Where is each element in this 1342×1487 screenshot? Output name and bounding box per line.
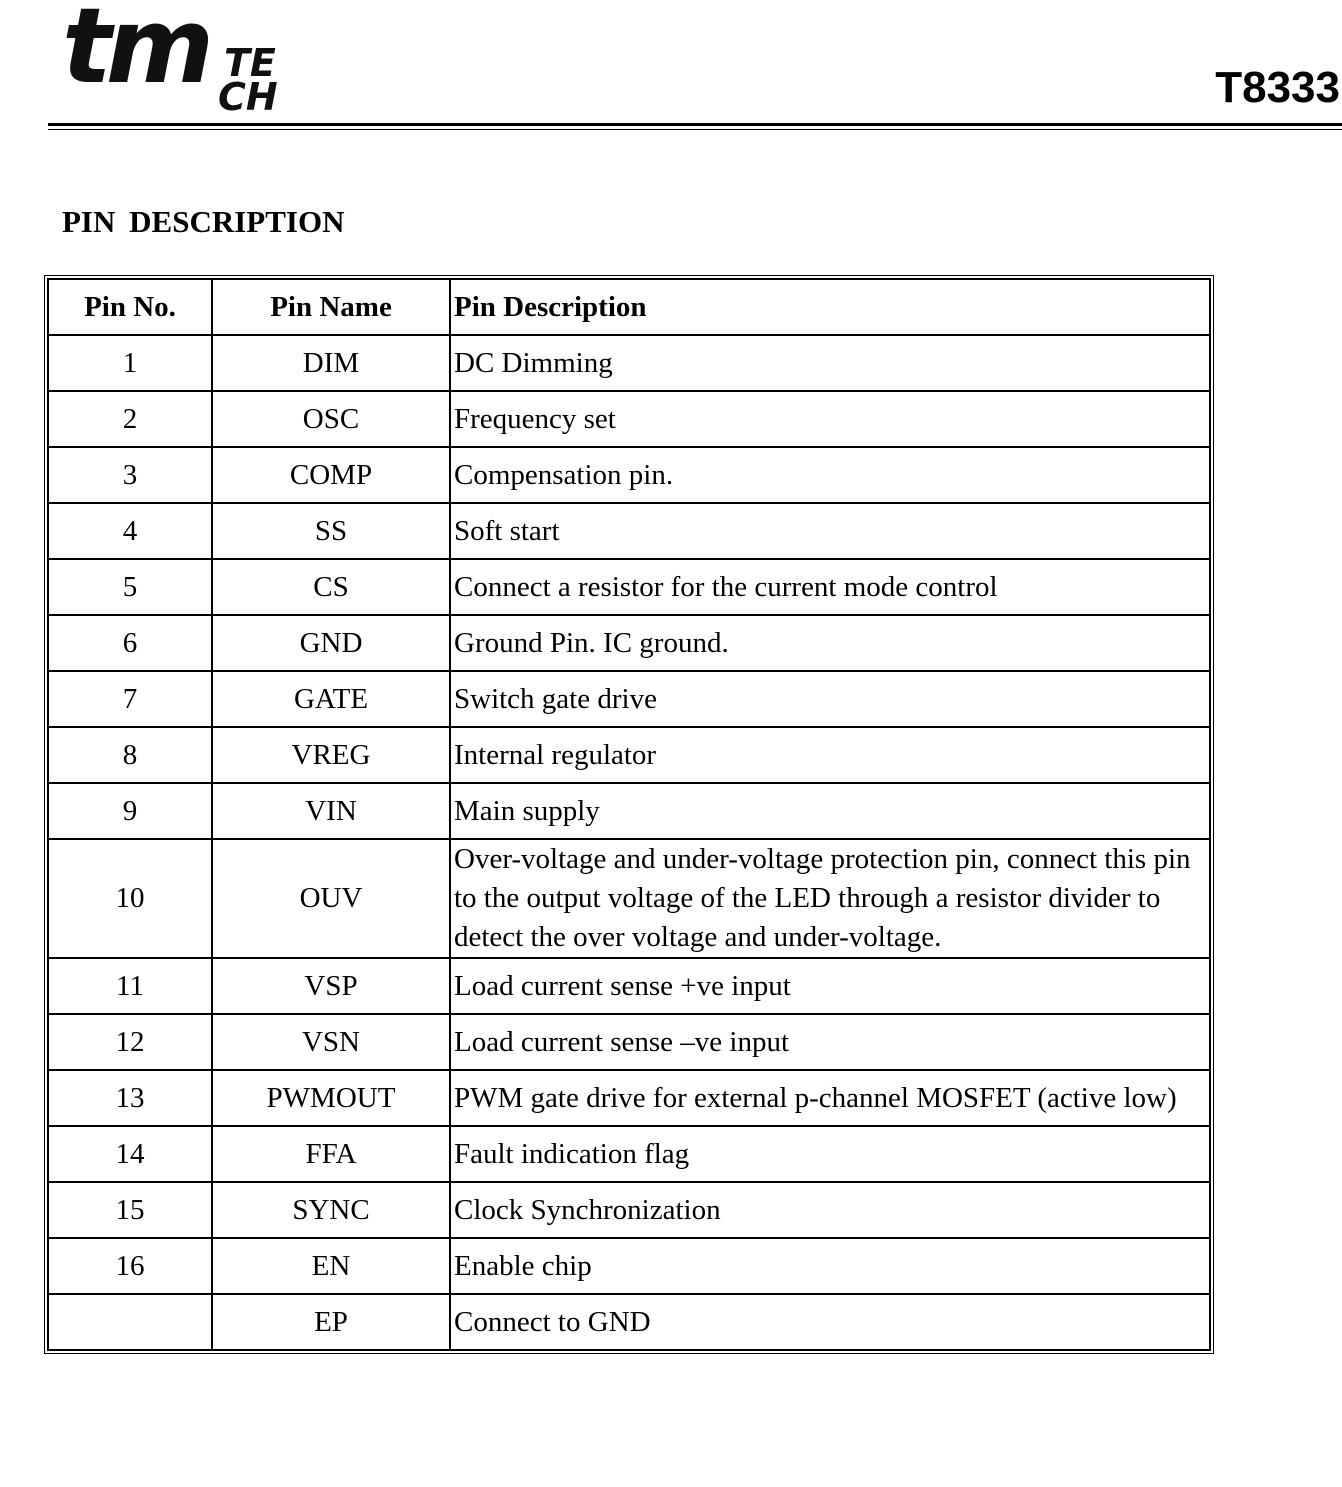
pin-name: EP bbox=[212, 1294, 450, 1350]
pin-name: FFA bbox=[212, 1126, 450, 1182]
logo-sub-top-text: TE bbox=[224, 41, 276, 85]
pin-number: 6 bbox=[48, 615, 212, 671]
table-row bbox=[48, 1014, 1210, 1070]
pin-number: 12 bbox=[48, 1014, 212, 1070]
table-row bbox=[48, 615, 1210, 671]
table-row bbox=[48, 783, 1210, 839]
table-row bbox=[48, 839, 1210, 958]
pin-number: 11 bbox=[48, 958, 212, 1014]
table-row bbox=[48, 559, 1210, 615]
pin-number: 5 bbox=[48, 559, 212, 615]
table-row bbox=[48, 1294, 1210, 1350]
pin-number: 14 bbox=[48, 1126, 212, 1182]
pin-number: 10 bbox=[48, 839, 212, 958]
pin-number: 16 bbox=[48, 1238, 212, 1294]
header-rule-thin bbox=[48, 129, 1342, 130]
table-row bbox=[48, 391, 1210, 447]
pin-description: Connect a resistor for the current mode control bbox=[450, 559, 1210, 615]
pin-number: 15 bbox=[48, 1182, 212, 1238]
pin-description: Switch gate drive bbox=[450, 671, 1210, 727]
table-header-row bbox=[48, 279, 1210, 335]
pin-name: DIM bbox=[212, 335, 450, 391]
pin-name: EN bbox=[212, 1238, 450, 1294]
table-row bbox=[48, 1182, 1210, 1238]
pin-name: VSP bbox=[212, 958, 450, 1014]
table-row bbox=[48, 1238, 1210, 1294]
pin-number: 3 bbox=[48, 447, 212, 503]
pin-description: Internal regulator bbox=[450, 727, 1210, 783]
pin-name: VSN bbox=[212, 1014, 450, 1070]
pin-number: 1 bbox=[48, 335, 212, 391]
pin-name: CS bbox=[212, 559, 450, 615]
pin-number: 2 bbox=[48, 391, 212, 447]
pin-name: VIN bbox=[212, 783, 450, 839]
part-number: T8333 bbox=[1215, 63, 1340, 112]
pin-description: Main supply bbox=[450, 783, 1210, 839]
pin-number: 4 bbox=[48, 503, 212, 559]
pin-name: SS bbox=[212, 503, 450, 559]
table-row bbox=[48, 1070, 1210, 1126]
table-row bbox=[48, 958, 1210, 1014]
header-pin-no: Pin No. bbox=[48, 279, 212, 335]
header-rule-thick bbox=[48, 123, 1342, 126]
pin-name: GATE bbox=[212, 671, 450, 727]
section-title: PIN DESCRIPTION bbox=[62, 204, 345, 239]
table-row bbox=[48, 503, 1210, 559]
table-row bbox=[48, 447, 1210, 503]
pin-description: Soft start bbox=[450, 503, 1210, 559]
pin-name: COMP bbox=[212, 447, 450, 503]
pin-description: Load current sense +ve input bbox=[450, 958, 1210, 1014]
pin-number bbox=[48, 1294, 212, 1350]
logo-main-text: tm bbox=[62, 0, 209, 107]
pin-description: Frequency set bbox=[450, 391, 1210, 447]
table-row bbox=[48, 335, 1210, 391]
pin-description: Over-voltage and under-voltage protection pin, connect this pin to the output voltage of the LED through a resistor divider to detect the over voltage and under-voltage. bbox=[450, 839, 1210, 958]
pin-description: Fault indication flag bbox=[450, 1126, 1210, 1182]
pin-description-table bbox=[47, 278, 1211, 1351]
pin-description: Connect to GND bbox=[450, 1294, 1210, 1350]
pin-number: 9 bbox=[48, 783, 212, 839]
pin-name: SYNC bbox=[212, 1182, 450, 1238]
pin-description: Ground Pin. IC ground. bbox=[450, 615, 1210, 671]
pin-name: OSC bbox=[212, 391, 450, 447]
pin-name: VREG bbox=[212, 727, 450, 783]
pin-number: 8 bbox=[48, 727, 212, 783]
pin-number: 13 bbox=[48, 1070, 212, 1126]
pin-description: DC Dimming bbox=[450, 335, 1210, 391]
header-pin-name: Pin Name bbox=[212, 279, 450, 335]
table-row bbox=[48, 671, 1210, 727]
pin-description: Enable chip bbox=[450, 1238, 1210, 1294]
header-pin-description: Pin Description bbox=[450, 279, 1210, 335]
pin-description: Load current sense –ve input bbox=[450, 1014, 1210, 1070]
pin-description: Compensation pin. bbox=[450, 447, 1210, 503]
pin-description: PWM gate drive for external p-channel MOSFET (active low) bbox=[450, 1070, 1210, 1126]
table-row bbox=[48, 1126, 1210, 1182]
company-logo bbox=[62, 0, 302, 119]
pin-number: 7 bbox=[48, 671, 212, 727]
pin-name: GND bbox=[212, 615, 450, 671]
logo-sub-bottom-text: CH bbox=[218, 75, 278, 119]
pin-name: PWMOUT bbox=[212, 1070, 450, 1126]
pin-description: Clock Synchronization bbox=[450, 1182, 1210, 1238]
table-row bbox=[48, 727, 1210, 783]
pin-name: OUV bbox=[212, 839, 450, 958]
